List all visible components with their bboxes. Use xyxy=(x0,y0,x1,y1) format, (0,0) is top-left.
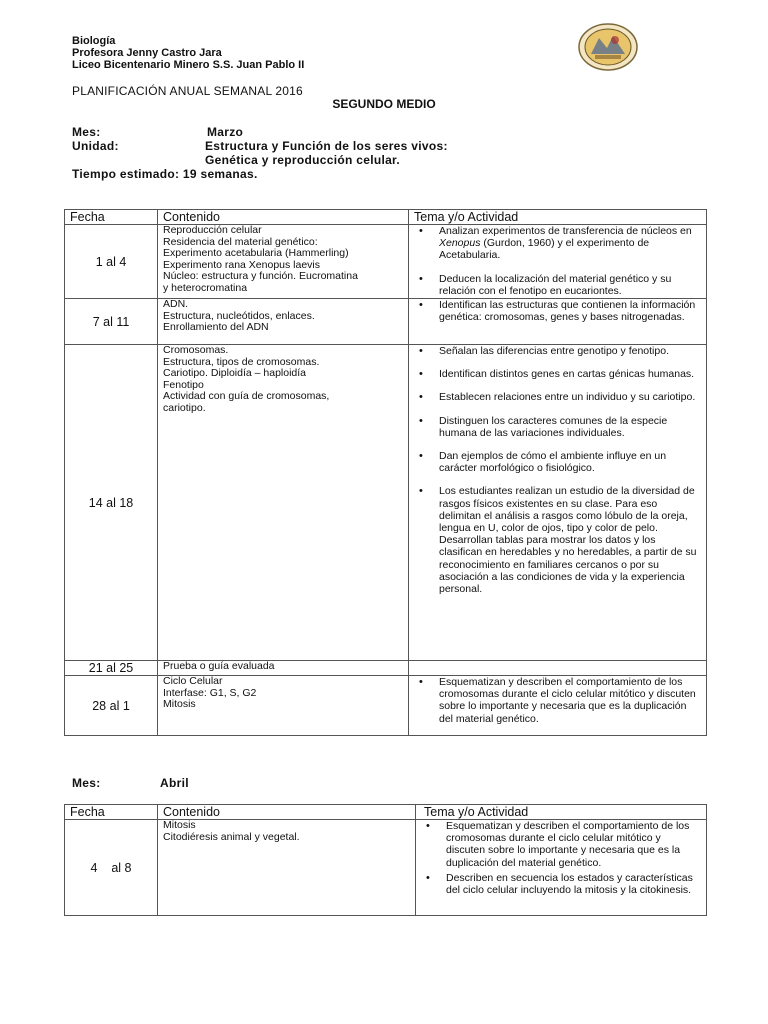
contenido-cell xyxy=(158,661,409,676)
march-mes-value: Marzo xyxy=(207,125,244,139)
contenido-cell xyxy=(158,225,409,299)
activity-item: • Identifican distintos genes en cartas génicas humanas. xyxy=(414,368,701,380)
activity-item: • Dan ejemplos de cómo el ambiente influye en un carácter morfológico o fisiológico. xyxy=(414,450,701,474)
content-line: Cariotipo. Diploidía – haploidía xyxy=(163,367,307,379)
teacher-line: Profesora Jenny Castro Jara xyxy=(72,47,222,59)
content-line: Núcleo: estructura y función. Eucromatina xyxy=(163,270,358,282)
fecha-cell: 14 al 18 xyxy=(65,345,158,661)
contenido-cell xyxy=(158,820,416,916)
activity-item: • Deducen la localización del material genético y su relación con el fenotipo en eucariontes. xyxy=(414,273,701,297)
activity-item: • Esquematizan y describen el comportamiento de los cromosomas durante el ciclo celular mitótico y discuten sobre lo importante y necesaria que es la duplicación del material genético. xyxy=(414,676,701,725)
activity-item: • Analizan experimentos de transferencia de núcleos en Xenopus (Gurdon, 1960) y el experimento de Acetabularia. xyxy=(414,225,701,262)
actividad-cell xyxy=(409,661,707,676)
activity-item: • Describen en secuencia los estados y características del ciclo celular incluyendo la mitosis y la citokinesis. xyxy=(421,872,701,896)
contenido-header: Contenido xyxy=(158,805,416,820)
tema-header: Tema y/o Actividad xyxy=(409,210,707,225)
actividad-cell xyxy=(409,299,707,345)
april-table xyxy=(64,804,707,916)
table-row xyxy=(65,345,707,661)
activity-item: • Distinguen los caracteres comunes de la especie humana de las variaciones individuales. xyxy=(414,415,701,439)
activity-item: • Señalan las diferencias entre genotipo y fenotipo. xyxy=(414,345,701,357)
table-header-row xyxy=(65,210,707,225)
content-line: Estructura, tipos de cromosomas. xyxy=(163,355,320,368)
april-mes-value: Abril xyxy=(160,776,189,790)
table-row xyxy=(65,661,707,676)
table-header-row xyxy=(65,805,707,820)
actividad-cell xyxy=(409,676,707,736)
table-row xyxy=(65,225,707,299)
march-tiempo: Tiempo estimado: 19 semanas. xyxy=(72,167,258,181)
content-line: Ciclo Celular xyxy=(163,675,223,687)
activity-item: • Los estudiantes realizan un estudio de la diversidad de rasgos físicos existentes en su clase. Para eso delimitan el análisis a rasgos como lóbulo de la oreja, lengua en U, color de ojos, tipo y color de pelo. Desarrollan tablas para mostrar los datos y los clasifican en heredables y no heredables, a partir de su reconocimiento en familiares cercanos o por su asociación a las condiciones de vida y la experiencia personal. xyxy=(414,485,701,595)
march-unidad-line1: Estructura y Función de los seres vivos: xyxy=(205,139,448,153)
march-unidad-label: Unidad: xyxy=(72,139,119,153)
content-line: ADN. xyxy=(163,298,189,310)
document-header xyxy=(72,35,304,71)
school-logo xyxy=(577,22,639,72)
content-line: cariotipo. xyxy=(163,401,206,414)
school-line: Liceo Bicentenario Minero S.S. Juan Pablo II xyxy=(72,59,305,71)
contenido-header: Contenido xyxy=(158,210,409,225)
content-line: y heterocromatina xyxy=(163,281,248,294)
march-mes-label: Mes: xyxy=(72,125,101,139)
fecha-header: Fecha xyxy=(65,805,158,820)
table-row xyxy=(65,820,707,916)
actividad-cell xyxy=(409,345,707,661)
content-line: Fenotipo xyxy=(163,378,204,391)
content-line: Actividad con guía de cromosomas, xyxy=(163,390,330,402)
table-row xyxy=(65,676,707,736)
april-mes-label: Mes: xyxy=(72,776,101,790)
contenido-cell xyxy=(158,345,409,661)
fecha-cell: 7 al 11 xyxy=(65,299,158,345)
content-line: Experimento acetabularia (Hammerling) xyxy=(163,247,349,259)
content-line: Interfase: G1, S, G2 xyxy=(163,686,257,699)
activity-item: • Identifican las estructuras que contienen la información genética: cromosomas, genes y bases nitrogenadas. xyxy=(414,299,701,323)
content-line: Citodiéresis animal y vegetal. xyxy=(163,830,300,843)
march-table xyxy=(64,209,707,736)
content-line: Prueba o guía evaluada xyxy=(163,660,275,672)
actividad-cell xyxy=(416,820,707,916)
march-unidad-line2: Genética y reproducción celular. xyxy=(205,153,401,167)
actividad-cell xyxy=(409,225,707,299)
activity-item: • Esquematizan y describen el comportamiento de los cromosomas durante el ciclo celular mitótico y discuten sobre lo importante y necesaria que es la duplicación del material genético. xyxy=(421,820,701,869)
content-line: Experimento rana Xenopus laevis xyxy=(163,258,321,271)
plan-title: PLANIFICACIÓN ANUAL SEMANAL 2016 xyxy=(72,84,303,98)
contenido-cell xyxy=(158,299,409,345)
content-line: Residencia del material genético: xyxy=(163,235,318,248)
fecha-header: Fecha xyxy=(65,210,158,225)
fecha-cell: 4 al 8 xyxy=(65,820,158,916)
content-line: Estructura, nucleótidos, enlaces. xyxy=(163,309,315,322)
table-row xyxy=(65,299,707,345)
contenido-cell xyxy=(158,676,409,736)
subject-line: Biología xyxy=(72,35,116,47)
fecha-cell: 1 al 4 xyxy=(65,225,158,299)
content-line: Mitosis xyxy=(163,819,196,831)
content-line: Mitosis xyxy=(163,698,196,710)
fecha-cell: 21 al 25 xyxy=(65,661,158,676)
fecha-cell: 28 al 1 xyxy=(65,676,158,736)
content-line: Enrollamiento del ADN xyxy=(163,321,269,333)
activity-item: • Establecen relaciones entre un individuo y su cariotipo. xyxy=(414,391,701,403)
tema-header: Tema y/o Actividad xyxy=(416,805,707,820)
content-line: Cromosomas. xyxy=(163,344,229,356)
level-title: SEGUNDO MEDIO xyxy=(332,97,436,111)
content-line: Reproducción celular xyxy=(163,224,262,236)
